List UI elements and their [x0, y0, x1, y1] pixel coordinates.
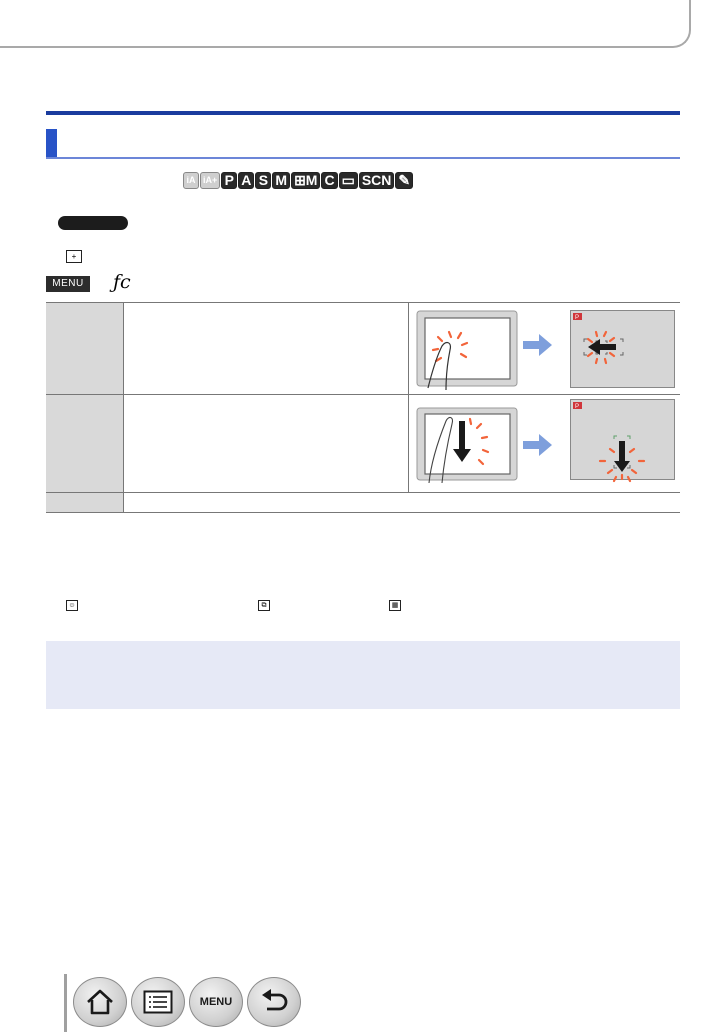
menu-button-icon: MENU — [46, 276, 90, 292]
back-button[interactable] — [247, 977, 301, 1027]
table-row-header — [46, 492, 123, 513]
nav-divider — [64, 974, 67, 1032]
home-icon — [85, 988, 115, 1016]
menu-icon: MENU — [199, 996, 233, 1008]
face-detection-icon: ☺ — [66, 600, 78, 611]
recording-mode-icons — [183, 172, 413, 189]
table-divider — [123, 302, 124, 513]
table-rule — [46, 394, 680, 395]
scene-guide-icon: SCN — [359, 172, 395, 189]
program-badge: P — [575, 404, 580, 410]
table-rule — [46, 512, 680, 513]
program-ae-icon: P — [221, 172, 237, 189]
custom-mode-icon: C — [321, 172, 337, 189]
af-frame-move-down-illustration — [570, 399, 675, 489]
manual-exposure-icon: M — [272, 172, 290, 189]
blue-arrow-icon — [523, 333, 553, 357]
af-area-icon: + — [66, 250, 82, 263]
subsection-marker — [46, 129, 57, 158]
section-rule — [46, 111, 680, 115]
page-header-frame — [0, 0, 691, 48]
table-rule — [46, 302, 680, 303]
panorama-icon: ▭ — [339, 172, 358, 189]
creative-video-icon: ⊞M — [291, 172, 320, 189]
table-row-header — [46, 394, 123, 492]
tracking-icon: ⧉ — [258, 600, 270, 611]
program-badge: P — [575, 315, 580, 321]
blue-arrow-icon — [523, 433, 553, 457]
shutter-priority-icon: S — [255, 172, 271, 189]
contents-button[interactable] — [131, 977, 185, 1027]
af-frame-move-illustration — [570, 310, 675, 388]
table-divider — [408, 302, 409, 492]
creative-control-icon: ✎ — [395, 172, 413, 189]
back-icon — [259, 989, 289, 1015]
contents-icon — [143, 990, 173, 1014]
info-pill — [58, 216, 128, 230]
aperture-priority-icon: A — [238, 172, 254, 189]
menu-button[interactable] — [189, 977, 243, 1027]
multi-area-icon: ▦ — [389, 600, 401, 611]
swipe-monitor-illustration — [416, 407, 521, 485]
table-row-header — [46, 302, 123, 394]
note-box — [46, 641, 680, 709]
custom-menu-icon: ƒc — [113, 271, 131, 293]
intelligent-auto-icon: iA — [183, 172, 199, 189]
intelligent-auto-plus-icon: iA+ — [200, 172, 220, 189]
home-button[interactable] — [73, 977, 127, 1027]
settings-table — [46, 302, 680, 513]
touch-monitor-illustration — [416, 310, 521, 390]
table-rule — [46, 492, 680, 493]
subsection-underline — [46, 157, 680, 159]
